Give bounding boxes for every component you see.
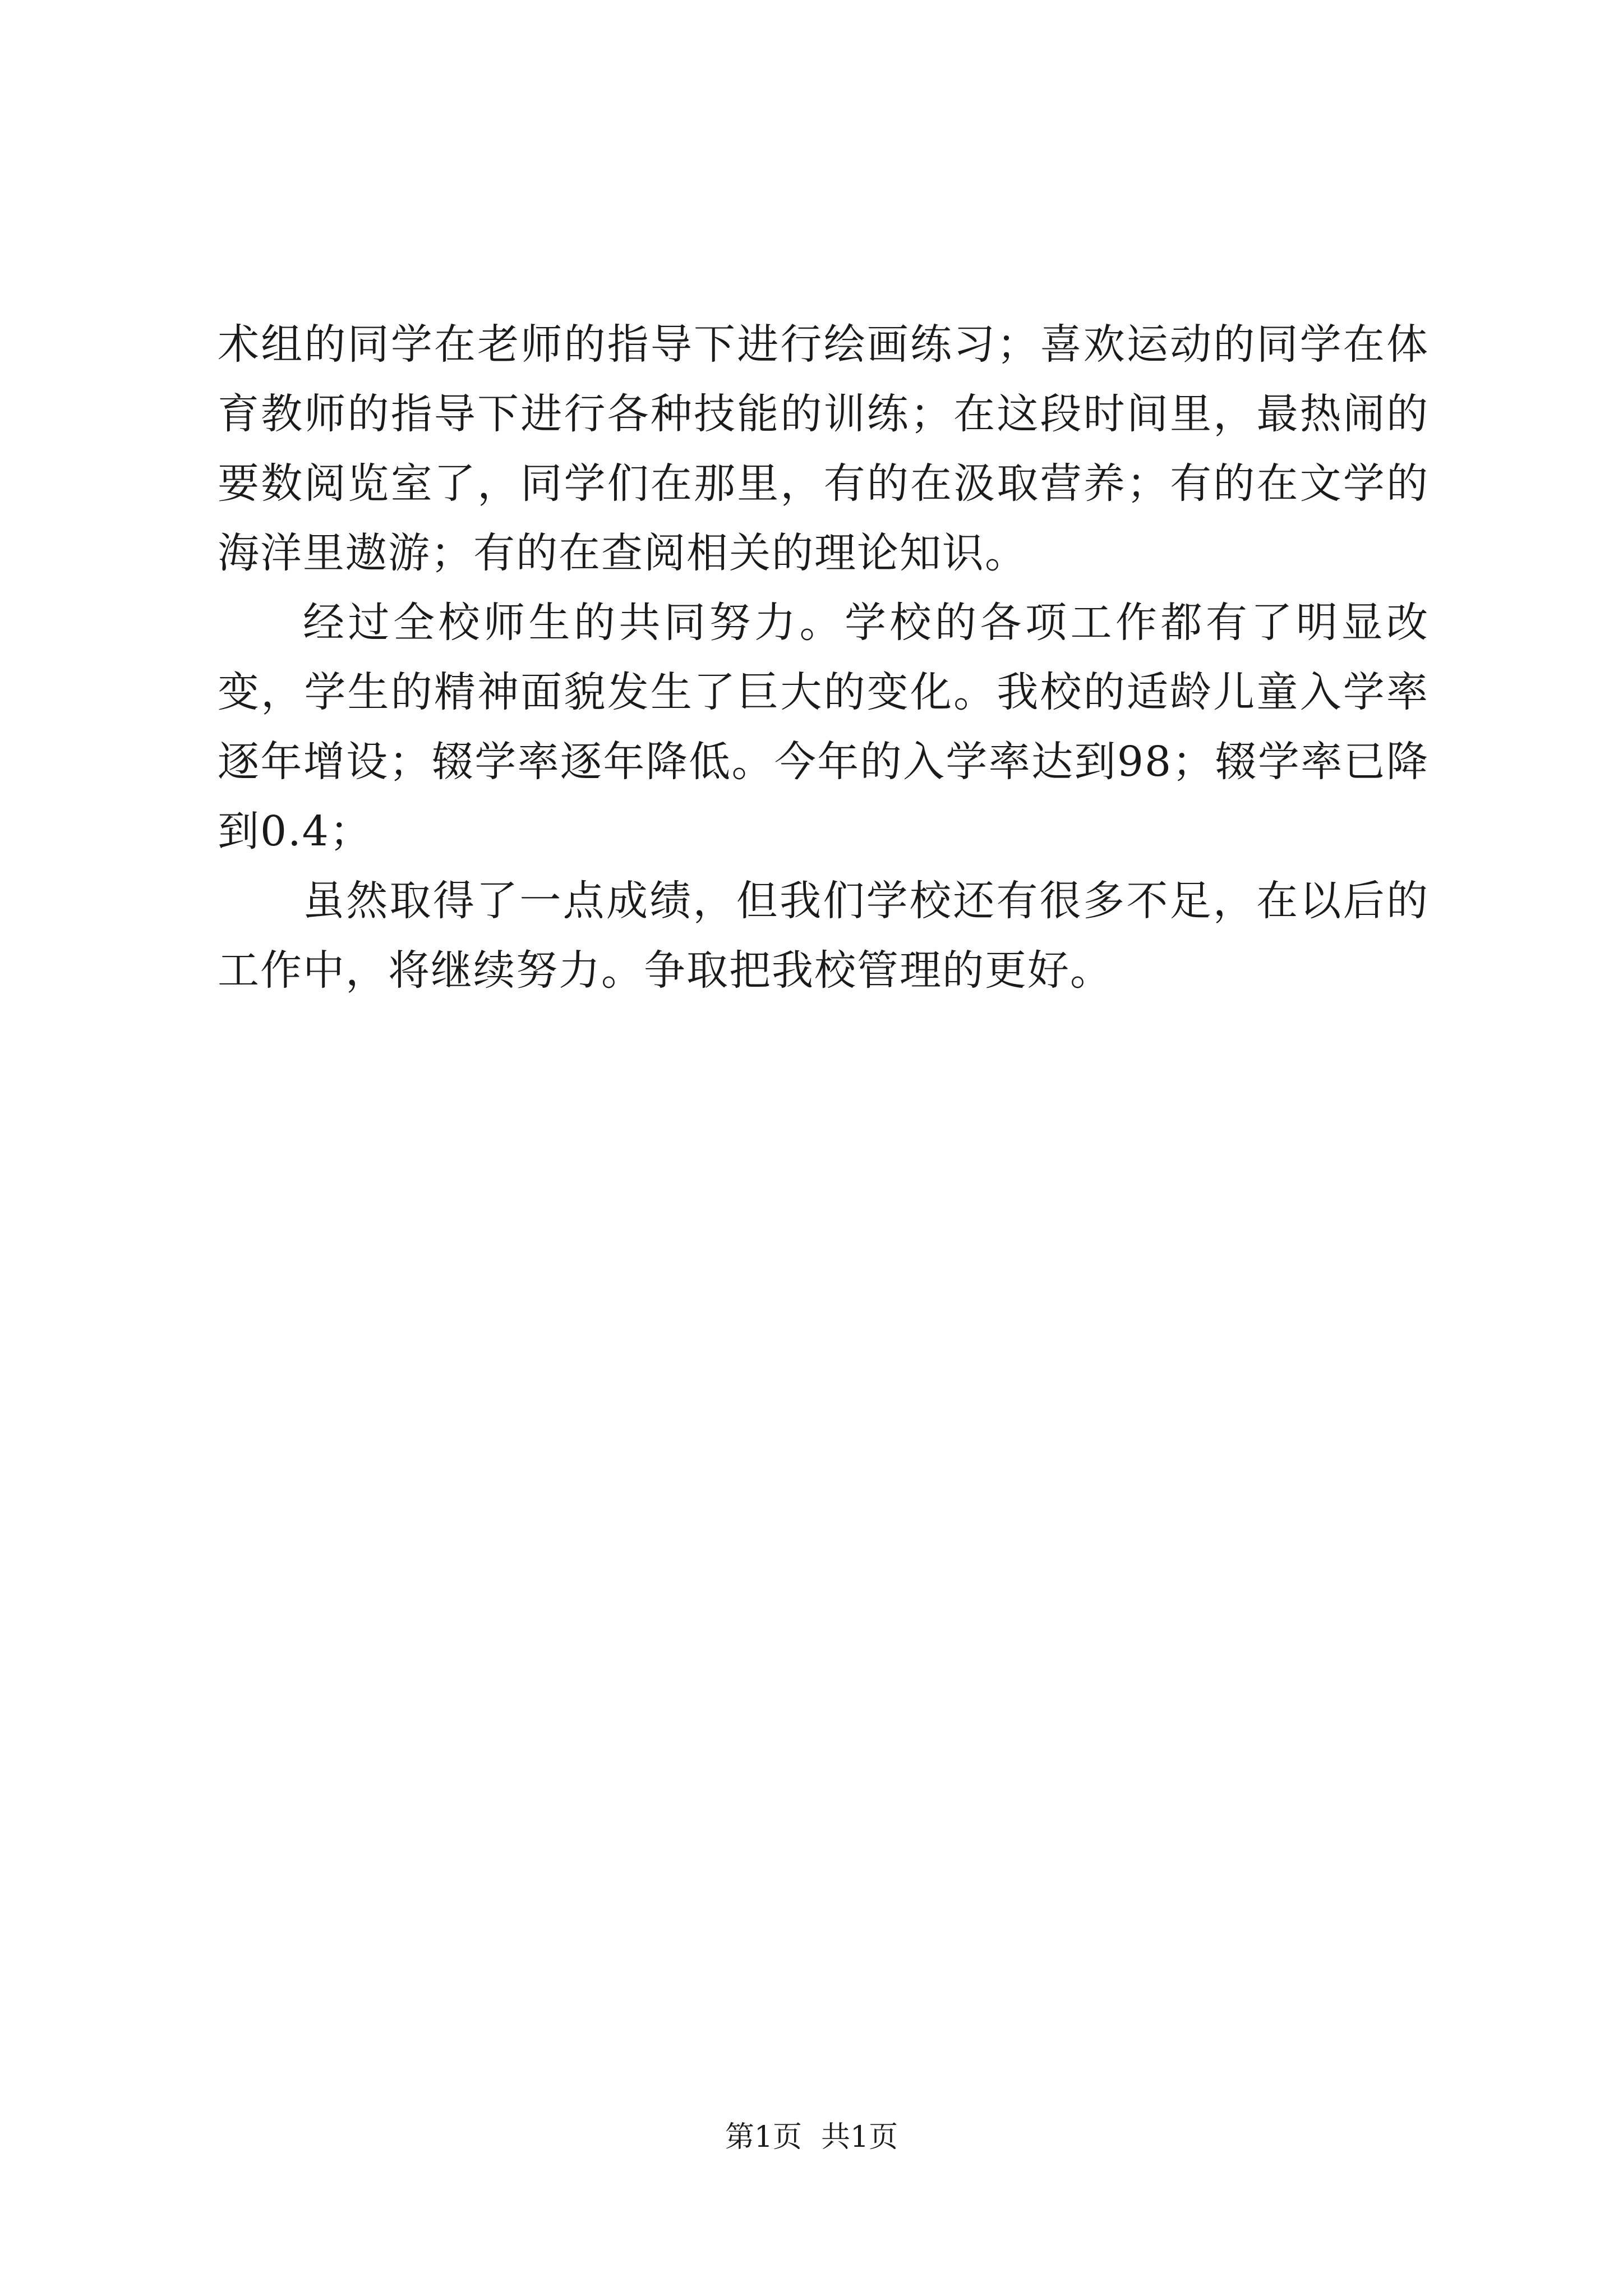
- paragraph-continuation: 术组的同学在老师的指导下进行绘画练习；喜欢运动的同学在体育教师的指导下进行各种技能的训练；在这段时间里，最热闹的要数阅览室了，同学们在那里，有的在汲取营养；有的在文学的海洋里遨游；有的在查阅相关的理论知识。: [218, 320, 1429, 577]
- document-body: [218, 310, 1429, 1005]
- paragraph-achievements: 经过全校师生的共同努力。学校的各项工作都有了明显改变，学生的精神面貌发生了巨大的变化。我校的适龄儿童入学率逐年增设；辍学率逐年降低。今年的入学率达到98；辍学率已降到0.4；: [218, 599, 1429, 855]
- page-footer: [0, 2118, 1623, 2157]
- page-number-current: 第1页: [725, 2120, 802, 2154]
- page-number-total: 共1页: [821, 2120, 898, 2154]
- paragraph-conclusion: 虽然取得了一点成绩，但我们学校还有很多不足，在以后的工作中，将继续努力。争取把我校管理的更好。: [218, 877, 1429, 995]
